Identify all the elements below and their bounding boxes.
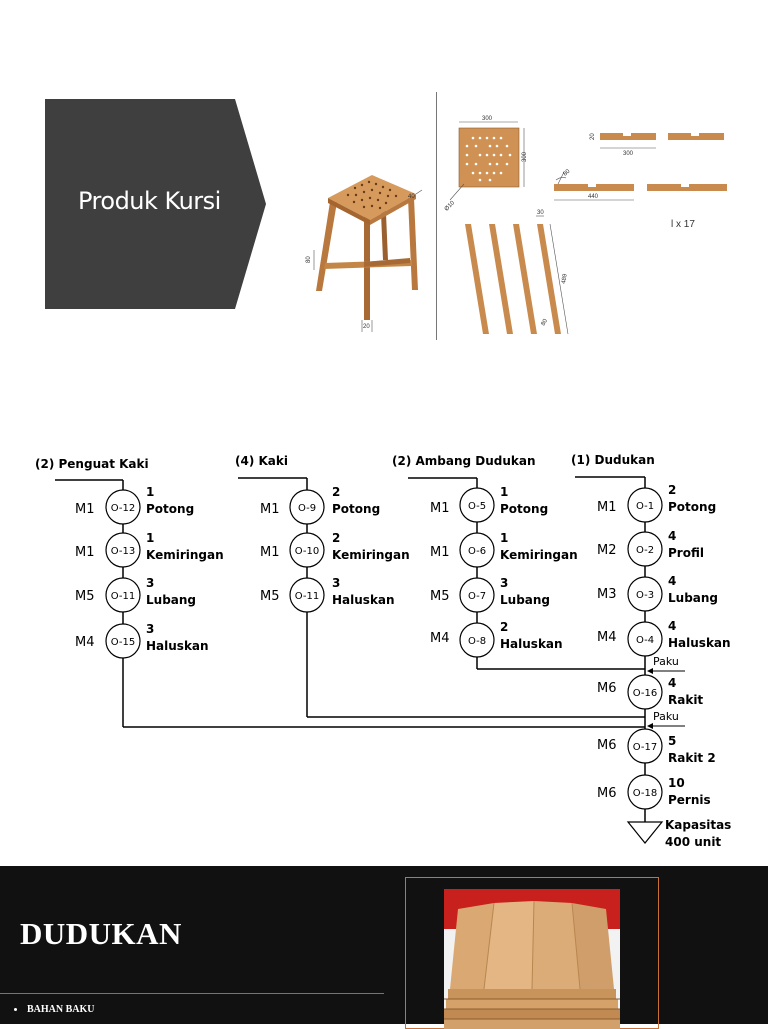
- op-name: Pernis: [668, 793, 711, 807]
- machine-label: M5: [75, 589, 95, 604]
- dim-stool-top: 40: [408, 194, 415, 200]
- op-code: O-17: [632, 742, 658, 753]
- op-number: 1: [146, 485, 155, 499]
- op-code: O-16: [632, 688, 658, 699]
- operation-process-chart: [0, 440, 768, 860]
- op-number: 1: [146, 531, 155, 545]
- photo-frame: [405, 877, 659, 1029]
- wood-planks-photo: [444, 889, 620, 1029]
- op-code: O-2: [635, 545, 655, 556]
- column-heading: (4) Kaki: [235, 454, 288, 468]
- op-code: O-5: [467, 501, 487, 512]
- op-code: O-1: [635, 501, 655, 512]
- machine-label: M6: [597, 681, 617, 696]
- machine-label: M1: [260, 545, 280, 560]
- dim-leg-width: 30: [537, 210, 544, 216]
- column-heading: (1) Dudukan: [571, 453, 655, 467]
- slide-title: Produk Kursi: [78, 187, 221, 215]
- dim-strip-length-2: 440: [588, 194, 599, 200]
- machine-label: M5: [430, 589, 450, 604]
- bullet-item: [14, 1004, 95, 1015]
- op-name: Kemiringan: [500, 548, 578, 562]
- input-label: Paku: [653, 710, 679, 723]
- quantity-label: l x 17: [671, 219, 695, 230]
- op-number: 3: [146, 622, 155, 636]
- machine-label: M4: [597, 630, 617, 645]
- dim-stool-base: 20: [363, 324, 370, 330]
- op-name: Kemiringan: [146, 548, 224, 562]
- op-code: O-18: [632, 788, 658, 799]
- op-number: 4: [668, 619, 677, 633]
- op-code: O-8: [467, 636, 487, 647]
- storage-label: Kapasitas: [665, 818, 732, 832]
- op-number: 10: [668, 776, 685, 790]
- op-name: Haluskan: [668, 636, 731, 650]
- slide-title: DUDUKAN: [20, 916, 182, 951]
- column-kaki: [235, 454, 410, 717]
- op-number: 2: [332, 531, 341, 545]
- op-number: 5: [668, 734, 677, 748]
- op-number: 2: [500, 620, 509, 634]
- machine-label: M1: [430, 545, 450, 560]
- title-arrow-shape: [45, 99, 266, 309]
- op-code: O-12: [110, 503, 136, 514]
- op-number: 1: [500, 531, 509, 545]
- column-dudukan: [123, 453, 731, 849]
- bullet-icon: [14, 1008, 17, 1011]
- dim-strip-thickness: 20: [590, 133, 596, 140]
- op-code: O-11: [110, 591, 136, 602]
- op-code: O-3: [635, 590, 655, 601]
- op-code: O-7: [467, 591, 487, 602]
- op-number: 4: [668, 676, 677, 690]
- op-number: 2: [332, 485, 341, 499]
- storage-triangle-icon: [628, 822, 662, 843]
- op-name: Rakit 2: [668, 751, 716, 765]
- machine-label: M1: [430, 501, 450, 516]
- op-number: 3: [332, 576, 341, 590]
- machine-label: M1: [75, 502, 95, 517]
- op-name: Lubang: [500, 593, 551, 607]
- machine-label: M6: [597, 738, 617, 753]
- op-name: Lubang: [668, 591, 719, 605]
- op-code: O-10: [294, 546, 320, 557]
- dim-leg-length: 489: [561, 273, 569, 285]
- column-heading: (2) Ambang Dudukan: [392, 454, 536, 468]
- op-name: Haluskan: [332, 593, 395, 607]
- dim-strip-length-1: 300: [623, 151, 634, 157]
- dim-top-height: 300: [522, 151, 528, 162]
- op-name: Potong: [332, 502, 381, 516]
- op-code: O-13: [110, 546, 136, 557]
- input-label: Paku: [653, 655, 679, 668]
- dim-hole-diameter: Ø10: [443, 200, 457, 213]
- dim-strip-angle: 80: [562, 168, 572, 178]
- op-code: O-9: [297, 503, 317, 514]
- machine-label: M2: [597, 543, 617, 558]
- dim-top-width: 300: [482, 116, 493, 122]
- op-name: Rakit: [668, 693, 704, 707]
- op-name: Potong: [146, 502, 195, 516]
- op-name: Potong: [668, 500, 717, 514]
- slide-dudukan: [0, 866, 768, 1024]
- bullet-text: BAHAN BAKU: [27, 1004, 95, 1015]
- technical-drawings: [440, 100, 740, 340]
- dim-stool-height: 80: [306, 256, 312, 263]
- op-name: Haluskan: [500, 637, 563, 651]
- op-number: 4: [668, 574, 677, 588]
- machine-label: M3: [597, 587, 617, 602]
- column-heading: (2) Penguat Kaki: [35, 457, 149, 471]
- op-number: 2: [668, 483, 677, 497]
- column-ambang-dudukan: [392, 454, 578, 669]
- column-penguat-kaki: [35, 457, 224, 727]
- machine-label: M5: [260, 589, 280, 604]
- op-code: O-15: [110, 637, 136, 648]
- op-code: O-6: [467, 546, 487, 557]
- storage-label: 400 unit: [665, 835, 722, 849]
- op-code: O-11: [294, 591, 320, 602]
- op-name: Lubang: [146, 593, 197, 607]
- machine-label: M1: [75, 545, 95, 560]
- op-number: 3: [500, 576, 509, 590]
- machine-label: M4: [75, 635, 95, 650]
- stool-illustration: [300, 160, 430, 335]
- op-number: 4: [668, 529, 677, 543]
- op-number: 3: [146, 576, 155, 590]
- title-underline: [0, 993, 384, 994]
- op-code: O-4: [635, 635, 655, 646]
- op-name: Profil: [668, 546, 704, 560]
- op-name: Haluskan: [146, 639, 209, 653]
- image-divider: [436, 92, 437, 340]
- op-name: Kemiringan: [332, 548, 410, 562]
- machine-label: M4: [430, 631, 450, 646]
- dim-leg-angle: 80: [540, 318, 550, 327]
- machine-label: M6: [597, 786, 617, 801]
- machine-label: M1: [597, 500, 617, 515]
- op-name: Potong: [500, 502, 549, 516]
- op-number: 1: [500, 485, 509, 499]
- machine-label: M1: [260, 502, 280, 517]
